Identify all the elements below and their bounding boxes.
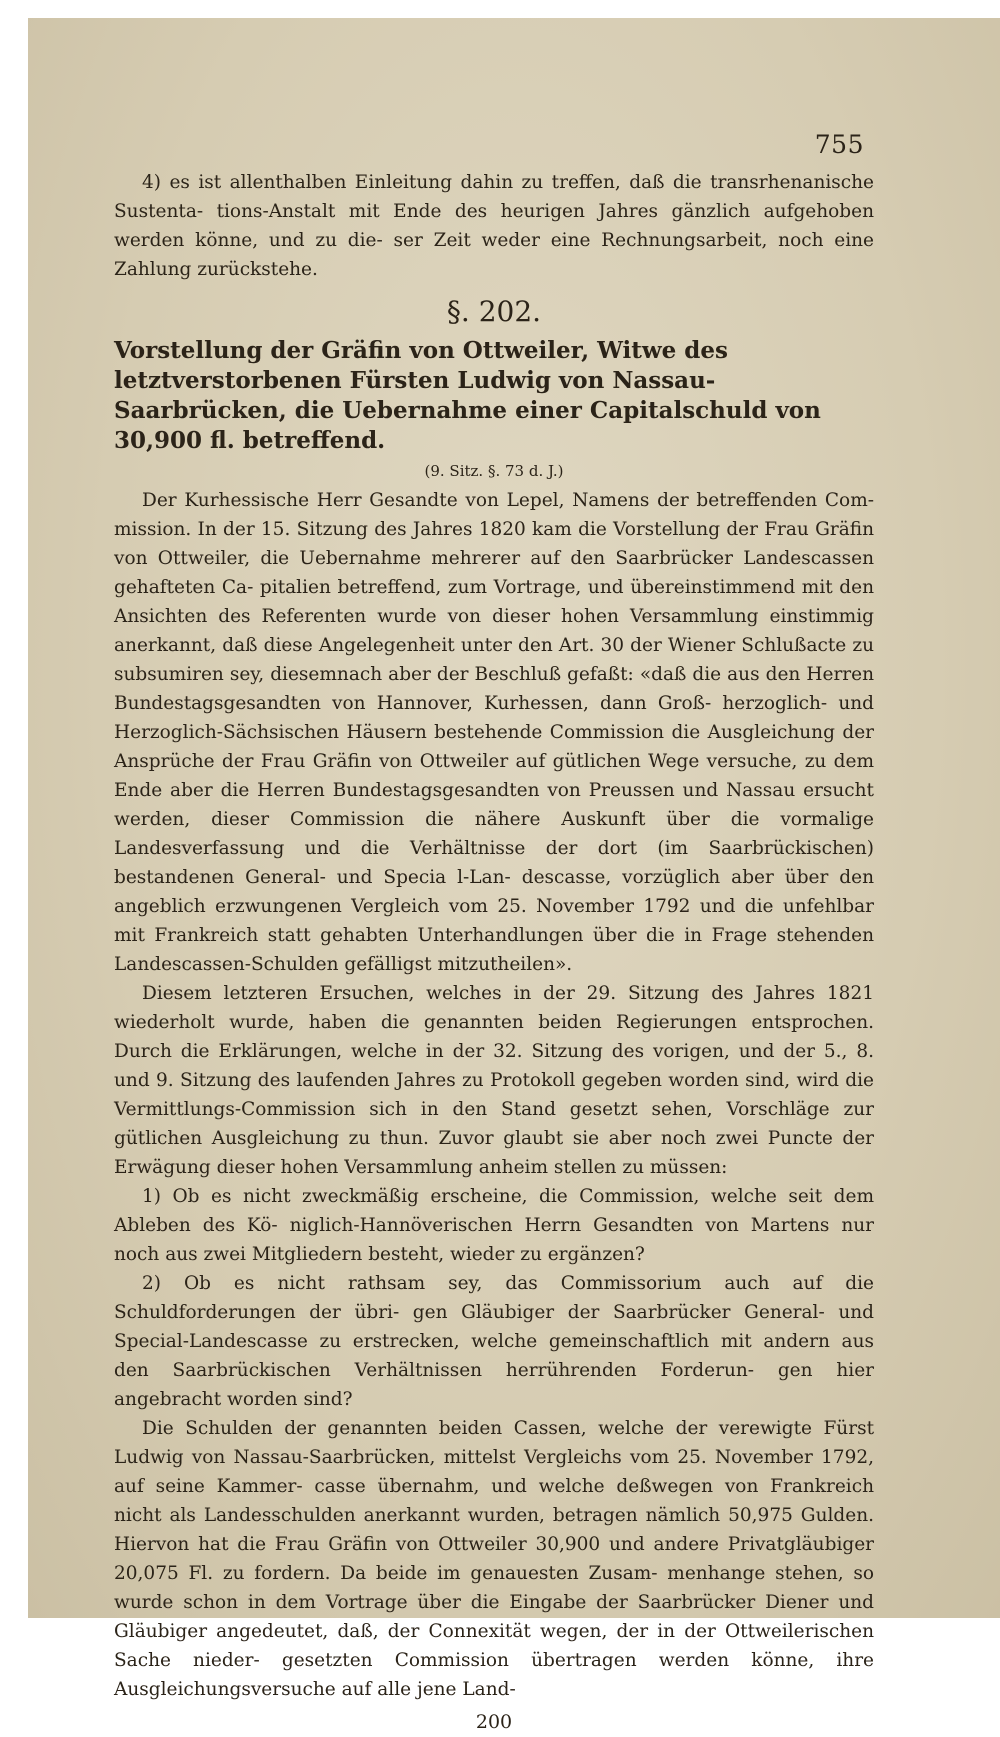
point-2: 2) Ob es nicht rathsam sey, das Commissorium auch auf die Schuldforderungen der übri- gen Gläubiger der Saarbrücker General- und Special-Landescasse zu erstrecken, welche gemeinschaftlich mit andern aus den Saarbrückischen Verhältnissen herrührenden Forderun- gen hier angebracht worden sind? [114, 1273, 874, 1410]
body-paragraph-1: Der Kurhessische Herr Gesandte von Lepel, Namens der betreffenden Com- mission. In der 15. Sitzung des Jahres 1820 kam die Vorstellung der Frau Gräfin von Ottweiler, die Uebernahme mehrerer auf den Saarbrücker Landescassen gehafteten Ca- pitalien betreffend, zum Vortrage, und übereinstimmend mit den Ansichten des Referenten wurde von dieser hohen Versammlung einstimmig anerkannt, daß diese Angelegenheit unter den Art. 30 der Wiener Schlußacte zu subsumiren sey, diesemnach aber der Beschluß gefaßt: «daß die aus den Herren Bundestagsgesandten von Hannover, Kurhessen, dann Groß- herzoglich- und Herzoglich-Sächsischen Häusern bestehende Commission die Ausgleichung der Ansprüche der Frau Gräfin von Ottweiler auf gütlichen Wege versuche, zu dem Ende aber die Herren Bundestagsgesandten von Preussen und Nassau ersucht werden, dieser Commission die nähere Auskunft über die vormalige Landesverfassung und die Verhältnisse der dort (im Saarbrückischen) bestandenen General- und Specia l-Lan- descasse, vorzüglich aber über den angeblich erzwungenen Vergleich vom 25. November 1792 und die unfehlbar mit Frankreich statt gehabten Unterhandlungen über die in Frage stehenden Landescassen-Schulden gefälligst mitzutheilen». [114, 490, 874, 975]
point-1: 1) Ob es nicht zweckmäßig erscheine, die Commission, welche seit dem Ableben des Kö- niglich-Hannöverischen Herrn Gesandten von Martens nur noch aus zwei Mitgliedern besteht, wieder zu ergänzen? [114, 1186, 874, 1265]
section-heading: Vorstellung der Gräfin von Ottweiler, Witwe des letztverstorbenen Fürsten Ludwig von Nassau-Saarbrücken, die Uebernahme einer Capitalschuld von 30,900 fl. betreffend. [114, 337, 821, 454]
body-paragraph-2: Diesem letzteren Ersuchen, welches in der 29. Sitzung des Jahres 1821 wiederholt wurde, haben die genannten beiden Regierungen entsprochen. Durch die Erklärungen, welche in der 32. Sitzung des vorigen, und der 5., 8. und 9. Sitzung des laufenden Jahres zu Protokoll gegeben worden sind, wird die Vermittlungs-Commission sich in den Stand gesetzt sehen, Vorschläge zur gütlichen Ausgleichung zu thun. Zuvor glaubt sie aber noch zwei Puncte der Erwägung dieser hohen Versammlung anheim stellen zu müssen: [114, 983, 874, 1178]
document-page [28, 18, 1000, 1733]
page-content [114, 168, 874, 1737]
section-number: §. 202. [446, 295, 542, 328]
body-paragraph-3: Die Schulden der genannten beiden Cassen, welche der verewigte Fürst Ludwig von Nassau-Saarbrücken, mittelst Vergleichs vom 25. November 1792, auf seine Kammer- casse übernahm, und welche deßwegen von Frankreich nicht als Landesschulden anerkannt wurden, betragen nämlich 50,975 Gulden. Hiervon hat die Frau Gräfin von Ottweiler 30,900 und andere Privatgläubiger 20,075 Fl. zu fordern. Da beide im genauesten Zusam- menhange stehen, so wurde schon in dem Vortrage über die Eingabe der Saarbrücker Diener und Gläubiger angedeutet, daß, der Connexität wegen, der in der Ottweilerischen Sache nieder- gesetzten Commission übertragen werden könne, ihre Ausgleichungsversuche auf alle jene Land- [114, 1418, 874, 1700]
paragraph-4: 4) es ist allenthalben Einleitung dahin zu treffen, daß die transrhenanische Sustenta- tions-Anstalt mit Ende des heurigen Jahres gänzlich aufgehoben werden könne, und zu die- ser Zeit weder eine Rechnungsarbeit, noch eine Zahlung zurückstehe. [114, 172, 874, 280]
signature-mark: 200 [475, 1711, 513, 1733]
session-reference: (9. Sitz. §. 73 d. J.) [424, 462, 564, 480]
page-number: 755 [814, 130, 864, 159]
